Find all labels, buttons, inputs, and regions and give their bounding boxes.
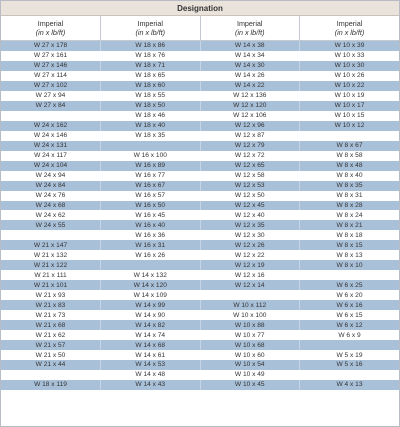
table-cell: W 14 x 109 xyxy=(101,290,201,300)
table-cell: W 18 x 46 xyxy=(101,111,201,121)
table-cell: W 27 x 178 xyxy=(1,41,101,51)
table-cell: W 10 x 100 xyxy=(200,310,300,320)
table-row xyxy=(1,370,399,380)
table-cell: W 10 x 77 xyxy=(200,330,300,340)
table-row xyxy=(1,131,399,141)
table-cell: W 8 x 10 xyxy=(300,260,400,270)
table-row xyxy=(1,270,399,280)
table-row xyxy=(1,71,399,81)
table-row xyxy=(1,350,399,360)
table-cell: W 16 x 67 xyxy=(101,181,201,191)
column-header-unit: (in x lb/ft) xyxy=(234,28,265,37)
table-cell: W 8 x 21 xyxy=(300,220,400,230)
table-cell: W 27 x 146 xyxy=(1,61,101,71)
table-cell: W 5 x 19 xyxy=(300,350,400,360)
table-cell: W 27 x 84 xyxy=(1,101,101,111)
table-row xyxy=(1,121,399,131)
table-cell: W 14 x 120 xyxy=(101,280,201,290)
table-cell: W 10 x 15 xyxy=(300,111,400,121)
table-row xyxy=(1,360,399,370)
table-cell: W 24 x 146 xyxy=(33,132,68,140)
table-cell: W 10 x 60 xyxy=(200,350,300,360)
table-row xyxy=(1,220,399,230)
table-cell: W 24 x 76 xyxy=(35,192,66,200)
table-cell: W 16 x 77 xyxy=(101,171,201,181)
table-row xyxy=(1,250,399,260)
table-cell: W 12 x 14 xyxy=(200,280,300,290)
table-cell: W 10 x 12 xyxy=(300,121,400,131)
table-cell xyxy=(1,370,101,380)
table-row xyxy=(1,380,399,390)
table-cell: W 16 x 57 xyxy=(101,191,201,201)
table-cell: W 21 x 101 xyxy=(1,280,101,290)
table-cell: W 12 x 26 xyxy=(200,240,300,250)
table-cell: W 27 x 102 xyxy=(1,81,101,91)
table-cell: W 18 x 40 xyxy=(101,121,201,131)
table-cell: W 24 x 68 xyxy=(1,201,101,211)
table-cell: W 12 x 79 xyxy=(200,141,300,151)
table-title: Designation xyxy=(1,1,399,16)
table-cell: W 12 x 16 xyxy=(200,270,300,280)
column-header-row xyxy=(1,16,399,41)
table-cell: W 21 x 83 xyxy=(1,300,101,310)
table-cell: W 21 x 44 xyxy=(1,360,101,370)
table-cell: W 18 x 76 xyxy=(101,51,201,61)
table-cell: W 14 x 43 xyxy=(101,380,201,390)
table-cell: W 18 x 65 xyxy=(101,71,201,81)
table-row xyxy=(1,161,399,171)
table-cell: W 21 x 111 xyxy=(34,271,67,279)
table-row xyxy=(1,141,399,151)
table-cell: W 18 x 71 xyxy=(101,61,201,71)
column-header-unit: (in x lb/ft) xyxy=(334,28,365,37)
table-row xyxy=(1,280,399,290)
table-cell: W 24 x 162 xyxy=(1,121,101,131)
table-cell: W 14 x 38 xyxy=(200,41,300,51)
table-cell xyxy=(300,131,400,141)
table-row xyxy=(1,61,399,71)
table-cell: W 12 x 45 xyxy=(200,201,300,211)
table-cell: W 12 x 120 xyxy=(200,101,300,111)
table-cell: W 21 x 62 xyxy=(35,331,66,339)
table-cell: W 10 x 30 xyxy=(300,61,400,71)
table-cell: W 18 x 119 xyxy=(1,380,101,390)
table-cell: W 18 x 50 xyxy=(101,101,201,111)
table-row xyxy=(1,101,399,111)
table-cell: W 10 x 54 xyxy=(200,360,300,370)
table-cell: W 8 x 13 xyxy=(300,250,400,260)
table-row xyxy=(1,201,399,211)
table-cell: W 12 x 53 xyxy=(200,181,300,191)
table-cell xyxy=(101,141,201,151)
table-cell: W 12 x 58 xyxy=(200,171,300,181)
table-cell: W 21 x 73 xyxy=(35,311,66,319)
table-cell: W 14 x 132 xyxy=(101,270,201,280)
table-cell: W 6 x 15 xyxy=(300,310,400,320)
table-cell: W 12 x 136 xyxy=(200,91,300,101)
table-cell: W 10 x 26 xyxy=(300,71,400,81)
table-cell: W 24 x 94 xyxy=(35,172,66,180)
table-cell: W 5 x 16 xyxy=(300,360,400,370)
table-cell: W 16 x 89 xyxy=(101,161,201,171)
table-cell: W 21 x 68 xyxy=(1,320,101,330)
table-row xyxy=(1,320,399,330)
table-cell: W 16 x 45 xyxy=(101,210,201,220)
table-cell: W 8 x 24 xyxy=(300,210,400,220)
table-cell: W 14 x 82 xyxy=(101,320,201,330)
table-cell: W 14 x 34 xyxy=(200,51,300,61)
table-cell: W 21 x 50 xyxy=(35,351,66,359)
table-cell: W 12 x 106 xyxy=(200,111,300,121)
table-cell: W 21 x 132 xyxy=(33,251,68,259)
table-row xyxy=(1,310,399,320)
table-row xyxy=(1,181,399,191)
table-cell: W 4 x 13 xyxy=(300,380,400,390)
table-row xyxy=(1,210,399,220)
table-cell: W 12 x 72 xyxy=(200,151,300,161)
table-cell: W 12 x 87 xyxy=(200,131,300,141)
table-cell: W 10 x 39 xyxy=(300,41,400,51)
table-cell xyxy=(1,230,101,240)
table-row xyxy=(1,111,399,121)
table-row xyxy=(1,260,399,270)
table-row xyxy=(1,171,399,181)
table-cell: W 24 x 62 xyxy=(35,211,66,219)
table-cell: W 16 x 26 xyxy=(101,250,201,260)
table-cell: W 10 x 49 xyxy=(200,370,300,380)
table-row xyxy=(1,91,399,101)
table-cell: W 6 x 20 xyxy=(300,290,400,300)
table-cell: W 14 x 48 xyxy=(101,370,201,380)
column-header xyxy=(101,16,201,41)
table-cell: W 16 x 40 xyxy=(101,220,201,230)
table-cell: W 10 x 112 xyxy=(200,300,300,310)
table-cell: W 10 x 88 xyxy=(200,320,300,330)
table-cell: W 21 x 93 xyxy=(35,291,66,299)
column-header-unit: (in x lb/ft) xyxy=(35,28,66,37)
table-cell: W 21 x 122 xyxy=(1,260,101,270)
table-cell: W 18 x 55 xyxy=(101,91,201,101)
column-header xyxy=(200,16,300,41)
column-header xyxy=(300,16,400,41)
table-cell xyxy=(300,340,400,350)
table-cell: W 6 x 12 xyxy=(300,320,400,330)
table-cell: W 21 x 57 xyxy=(1,340,101,350)
table-cell: W 27 x 94 xyxy=(35,92,66,100)
table-cell: W 16 x 31 xyxy=(101,240,201,250)
table-row xyxy=(1,191,399,201)
table-row xyxy=(1,151,399,161)
table-row xyxy=(1,81,399,91)
table-cell xyxy=(200,290,300,300)
table-cell: W 24 x 117 xyxy=(34,152,67,160)
table-cell: W 8 x 67 xyxy=(300,141,400,151)
table-cell: W 12 x 96 xyxy=(200,121,300,131)
table-cell: W 12 x 30 xyxy=(200,230,300,240)
table-cell: W 6 x 16 xyxy=(300,300,400,310)
table-cell: W 14 x 61 xyxy=(101,350,201,360)
table-cell: W 10 x 68 xyxy=(200,340,300,350)
table-cell: W 12 x 35 xyxy=(200,220,300,230)
column-header-unit: (in x lb/ft) xyxy=(135,28,166,37)
table-cell: W 12 x 40 xyxy=(200,210,300,220)
table-cell: W 8 x 40 xyxy=(300,171,400,181)
table-cell: W 12 x 50 xyxy=(200,191,300,201)
table-cell: W 16 x 36 xyxy=(101,230,201,240)
table-cell: W 12 x 19 xyxy=(200,260,300,270)
table-cell: W 6 x 25 xyxy=(300,280,400,290)
table-title-row xyxy=(1,1,399,16)
table-cell: W 10 x 33 xyxy=(300,51,400,61)
table-row xyxy=(1,41,399,51)
table-cell: W 14 x 90 xyxy=(101,310,201,320)
table-cell xyxy=(1,111,101,121)
table-cell: W 14 x 22 xyxy=(200,81,300,91)
designation-table xyxy=(1,1,399,390)
table-cell: W 24 x 131 xyxy=(1,141,101,151)
table-cell: W 14 x 30 xyxy=(200,61,300,71)
table-cell: W 14 x 68 xyxy=(101,340,201,350)
table-cell: W 21 x 147 xyxy=(1,240,101,250)
table-cell: W 8 x 18 xyxy=(300,230,400,240)
table-cell: W 24 x 104 xyxy=(1,161,101,171)
table-cell: W 18 x 60 xyxy=(101,81,201,91)
table-cell: W 18 x 86 xyxy=(101,41,201,51)
table-cell xyxy=(101,260,201,270)
table-cell: W 8 x 48 xyxy=(300,161,400,171)
table-cell: W 12 x 22 xyxy=(200,250,300,260)
table-row xyxy=(1,240,399,250)
table-cell: W 8 x 31 xyxy=(300,191,400,201)
column-header-label: Imperial xyxy=(37,19,64,28)
table-cell: W 14 x 74 xyxy=(101,330,201,340)
table-cell: W 10 x 45 xyxy=(200,380,300,390)
table-row xyxy=(1,330,399,340)
table-cell: W 16 x 50 xyxy=(101,201,201,211)
table-row xyxy=(1,230,399,240)
table-cell: W 27 x 161 xyxy=(33,52,68,60)
column-header xyxy=(1,16,101,41)
table-cell: W 8 x 35 xyxy=(300,181,400,191)
table-cell: W 14 x 99 xyxy=(101,300,201,310)
table-cell: W 14 x 53 xyxy=(101,360,201,370)
table-cell xyxy=(300,270,400,280)
table-cell: W 14 x 26 xyxy=(200,71,300,81)
column-header-label: Imperial xyxy=(137,19,164,28)
table-cell: W 16 x 100 xyxy=(101,151,201,161)
table-cell: W 24 x 55 xyxy=(1,220,101,230)
table-cell: W 6 x 9 xyxy=(300,330,400,340)
table-cell: W 8 x 58 xyxy=(300,151,400,161)
table-cell: W 10 x 22 xyxy=(300,81,400,91)
column-header-label: Imperial xyxy=(336,19,363,28)
table-cell: W 10 x 19 xyxy=(300,91,400,101)
table-cell: W 12 x 65 xyxy=(200,161,300,171)
table-cell xyxy=(300,370,400,380)
table-row xyxy=(1,51,399,61)
table-cell: W 18 x 35 xyxy=(101,131,201,141)
table-row xyxy=(1,300,399,310)
table-cell: W 27 x 114 xyxy=(34,72,67,80)
table-body xyxy=(1,41,399,390)
table-row xyxy=(1,340,399,350)
table-row xyxy=(1,290,399,300)
column-header-label: Imperial xyxy=(236,19,263,28)
table-cell: W 8 x 28 xyxy=(300,201,400,211)
table-cell: W 8 x 15 xyxy=(300,240,400,250)
table-cell: W 10 x 17 xyxy=(300,101,400,111)
table-cell: W 24 x 84 xyxy=(1,181,101,191)
